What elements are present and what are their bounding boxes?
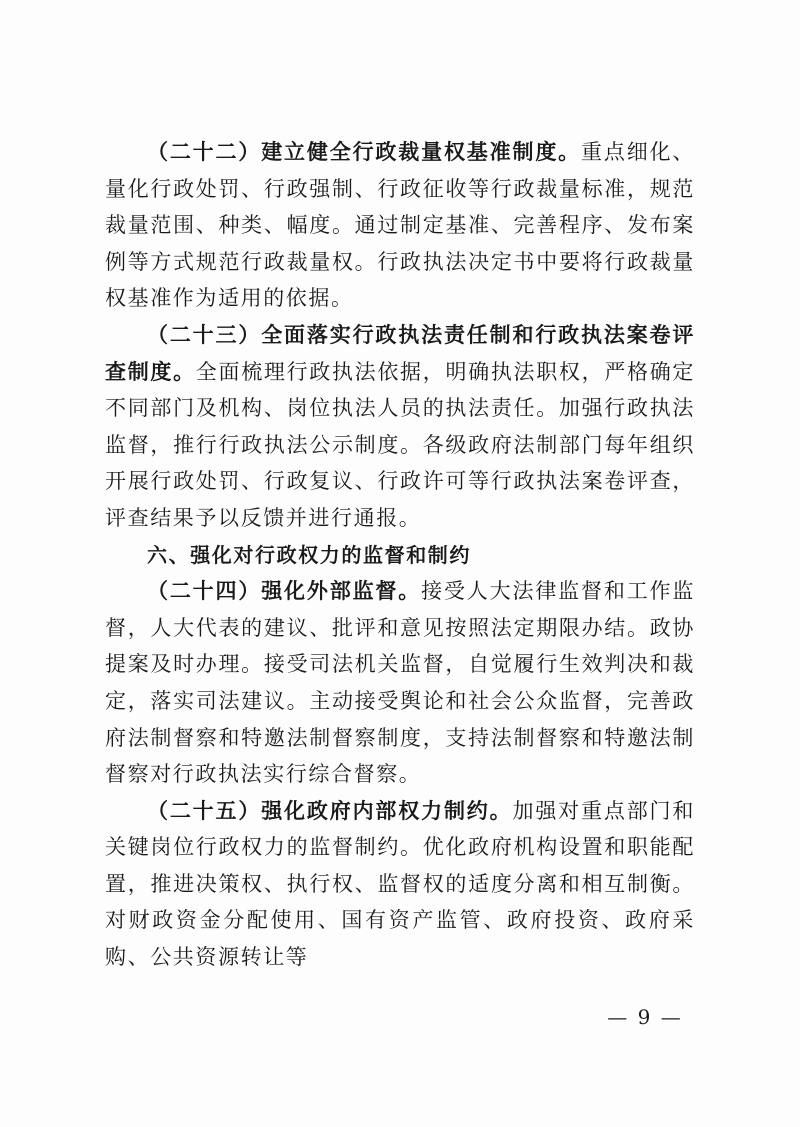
paragraph-25-lead: （二十五）强化政府内部权力制约。	[147, 797, 513, 823]
paragraph-23-lead: （二十三）全面落实行政执法责任制和行政执法案卷评查制度。	[105, 321, 695, 384]
paragraph-22-text: 重点细化、量化行政处罚、行政强制、行政征收等行政裁量标准，规范裁量范围、种类、幅度。通过制定基准、完善程序、发布案例等方式规范行政裁量权。行政执法决定书中要将行政裁量权基准作为适用的依据。	[105, 140, 696, 311]
page-number: — 9 —	[607, 1005, 683, 1029]
paragraph-22-lead: （二十二）建立健全行政裁量权基准制度。	[147, 139, 582, 164]
section-heading: 六、强化对行政权力的监督和制约	[147, 542, 471, 567]
paragraph-24-lead: （二十四）强化外部监督。	[147, 578, 422, 604]
paragraph-22	[105, 134, 695, 317]
paragraph-23-text: 全面梳理行政执法依据，明确执法职权，严格确定不同部门及机构、岗位执法人员的执法责任。加强行政执法监督，推行行政执法公示制度。各级政府法制部门每年组织开展行政处罚、行政复议、行政许可等行政执法案卷评查，评查结果予以反馈并进行通报。	[105, 359, 696, 530]
paragraph-24	[105, 573, 695, 793]
document-body	[105, 134, 695, 976]
paragraph-23	[105, 317, 695, 537]
paragraph-25-text: 加强对重点部门和关键岗位行政权力的监督制约。优化政府机构设置和职能配置，推进决策权、执行权、监督权的适度分离和相互制衡。对财政资金分配使用、国有资产监管、政府投资、政府采购、公共资源转让等	[105, 798, 695, 970]
paragraph-25	[105, 793, 695, 976]
paragraph-24-text: 接受人大法律监督和工作监督，人大代表的建议、批评和意见按照法定期限办结。政协提案及时办理。接受司法机关监督，自觉履行生效判决和裁定，落实司法建议。主动接受舆论和社会公众监督，完善政府法制督察和特邀法制督察制度，支持法制督察和特邀法制督察对行政执法实行综合督察。	[105, 579, 695, 787]
